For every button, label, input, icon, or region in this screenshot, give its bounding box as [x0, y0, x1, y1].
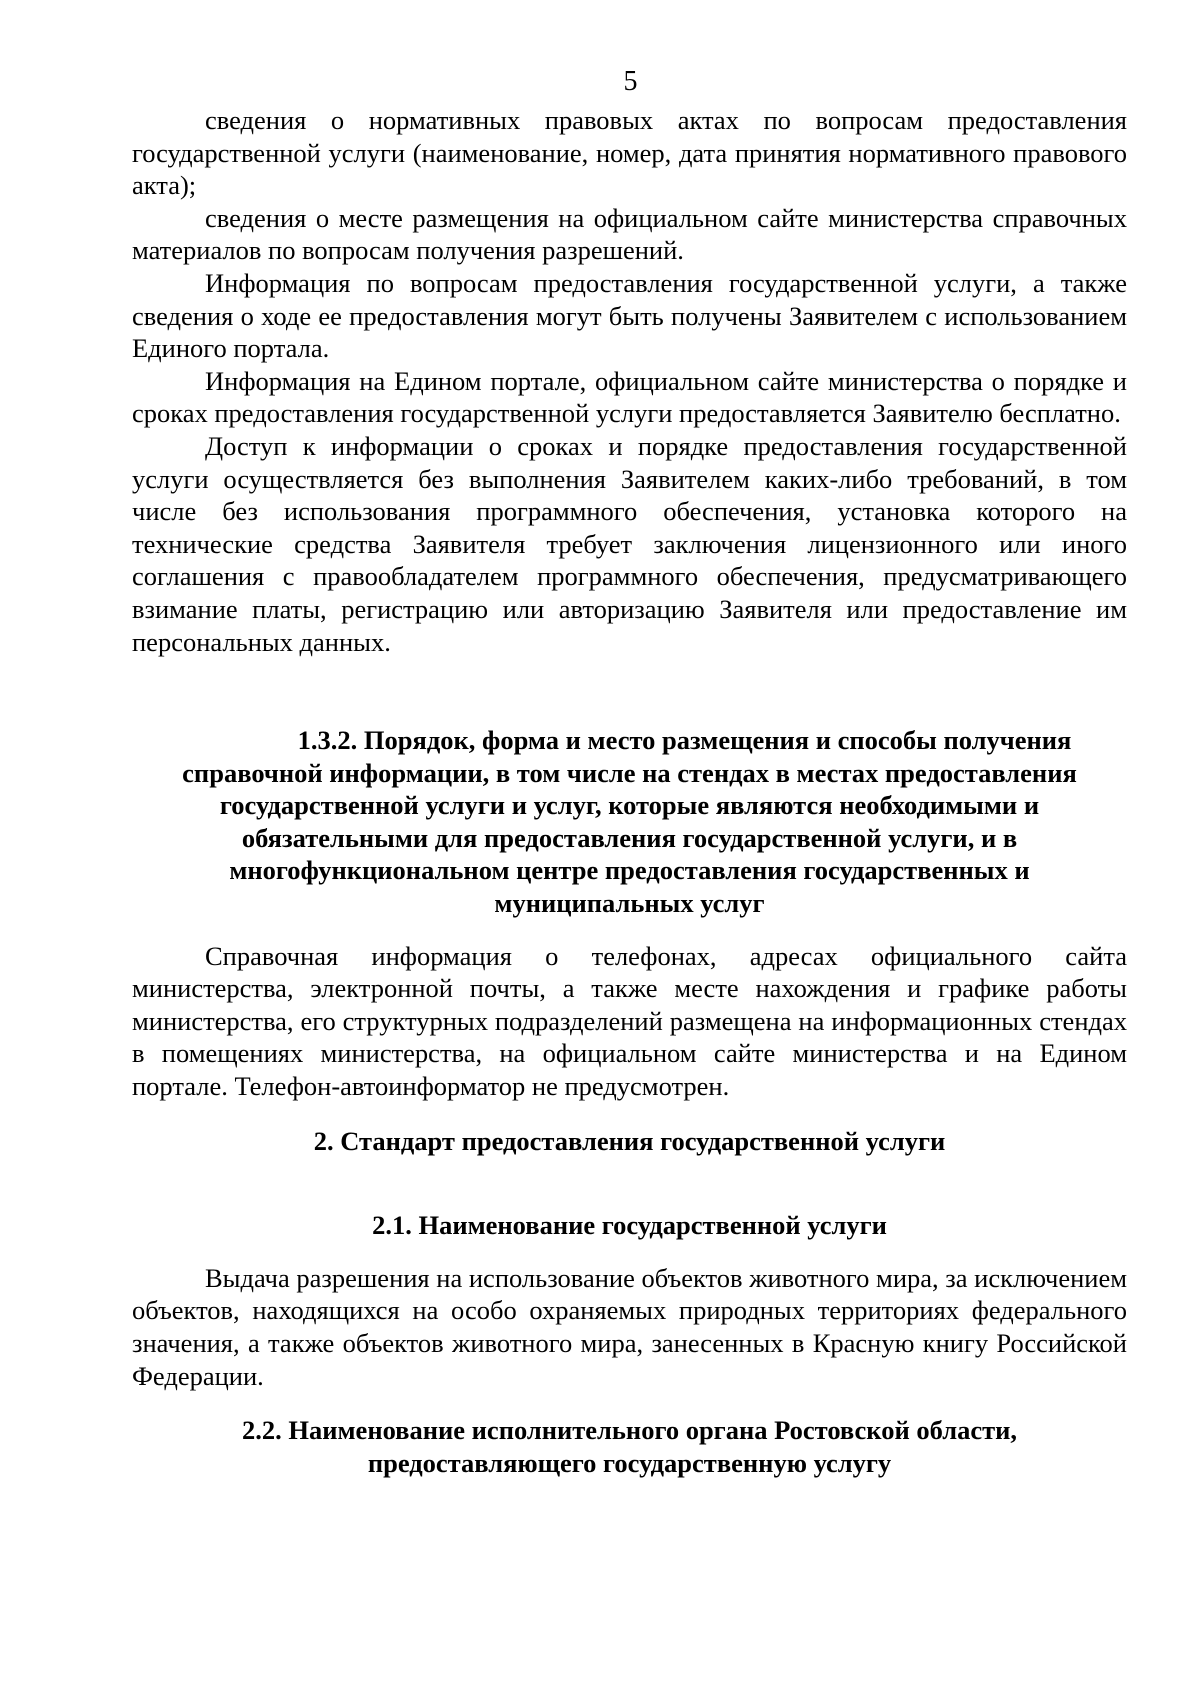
section-2-2-heading: [132, 1414, 1127, 1479]
paragraph-info-portal: Информация по вопросам предоставления государственной услуги, а также сведения о ходе ее предоставления могут быть получены Заявителем с использованием Единого портала.: [132, 267, 1127, 364]
section-2-2-heading-line1: 2.2. Наименование исполнительного органа Ростовской области,: [242, 1415, 1017, 1446]
paragraph-normative-acts: сведения о нормативных правовых актах по вопросам предоставления государственной услуги (наименование, номер, дата принятия нормативного правового акта);: [132, 105, 1127, 201]
page-number: 5: [623, 66, 638, 97]
section-2-1-text: Выдача разрешения на использование объектов животного мира, за исключением объектов, находящихся на особо охраняемых природных территориях федерального значения, а также объектов животного мира, занесенных в Красную книгу Российской Федерации.: [132, 1262, 1127, 1391]
section-2-2-heading-line2: предоставляющего государственную услугу: [367, 1447, 892, 1478]
section-1-3-2-text: Справочная информация о телефонах, адресах официального сайта министерства, электронной почты, а также месте нахождения и графике работы министерства, его структурных подразделений размещена на информационных стендах в помещениях министерства, на официальном сайте министерства и на Едином портале. Телефон-автоинформатор не предусмотрен.: [132, 940, 1127, 1102]
section-2-1-heading: 2.1. Наименование государственной услуги: [372, 1210, 887, 1241]
section-1-3-2-heading-text: 1.3.2. Порядок, форма и место размещения и способы получения справочной информации, в том числе на стендах в местах предоставления государственной услуги и услуг, которые являются необходимыми и обязательными для предоставления государственной услуги, и в многофункциональном центре предоставления государственных и муниципальных услуг: [182, 725, 1077, 919]
paragraph-site-materials: сведения о месте размещения на официальном сайте министерства справочных материалов по вопросам получения разрешений.: [132, 202, 1127, 266]
section-1-3-2-heading: [132, 724, 1127, 920]
paragraph-free-info: Информация на Едином портале, официальном сайте министерства о порядке и сроках предоставления государственной услуги предоставляется Заявителю бесплатно.: [132, 365, 1127, 429]
section-2-heading: 2. Стандарт предоставления государственной услуги: [313, 1125, 946, 1156]
document-page: [132, 66, 1127, 1479]
paragraph-access-info: Доступ к информации о сроках и порядке предоставления государственной услуги осуществляется без выполнения Заявителем каких-либо требований, в том числе без использования программного обеспечения, установка которого на технические средства Заявителя требует заключения лицензионного или иного соглашения с правообладателем программного обеспечения, предусматривающего взимание платы, регистрацию или авторизацию Заявителя или предоставление им персональных данных.: [132, 430, 1127, 657]
